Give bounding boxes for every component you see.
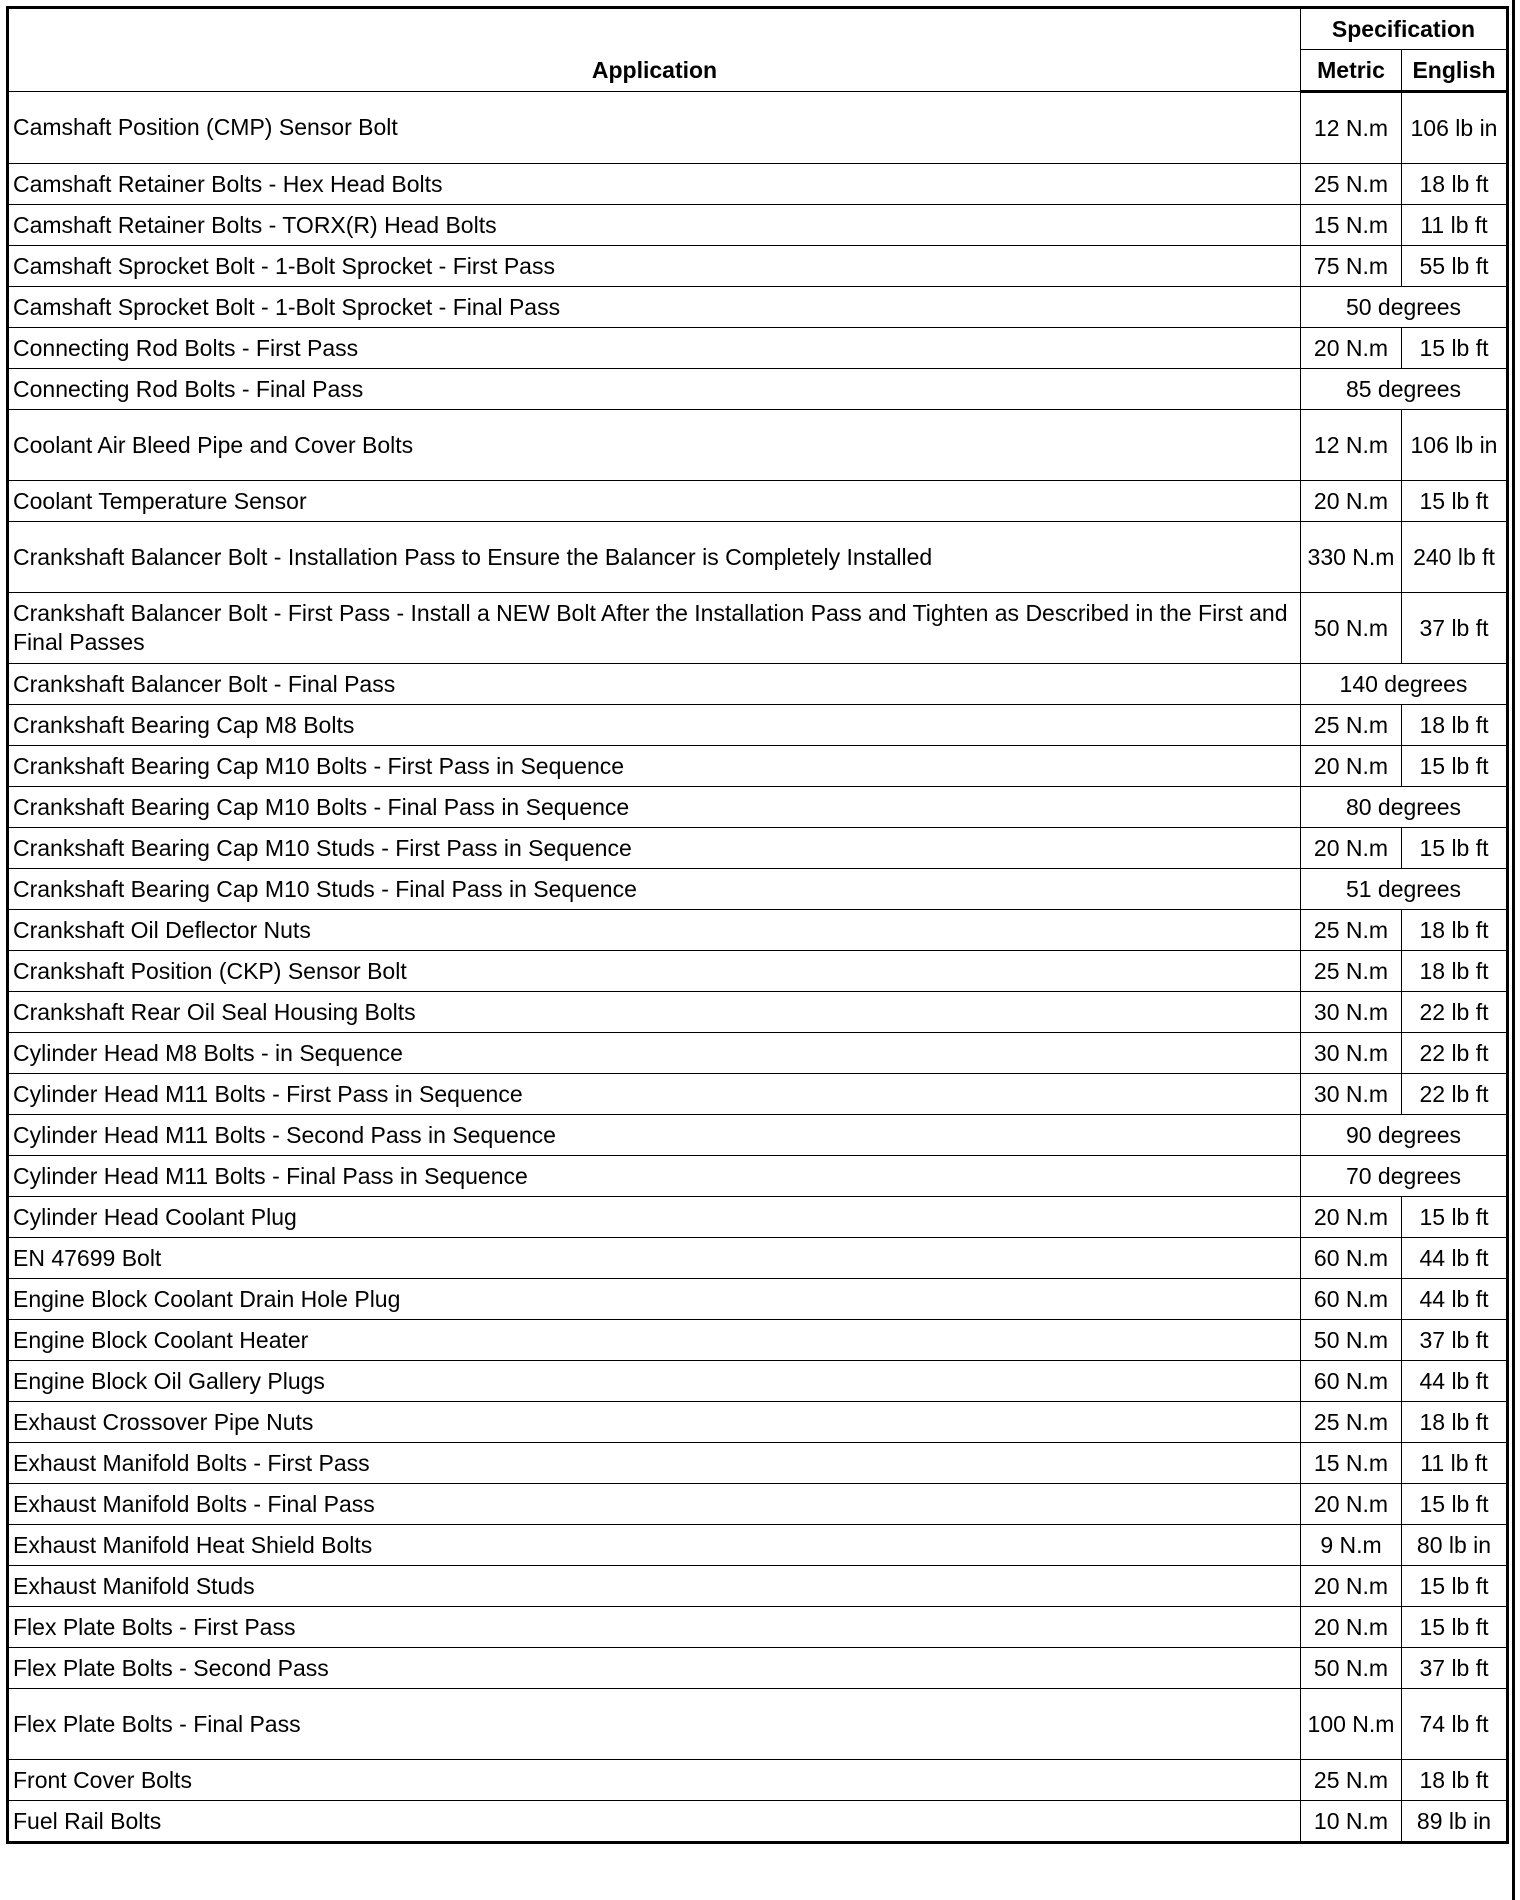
english-cell: 18 lb ft	[1402, 164, 1508, 205]
header-application: Application	[8, 8, 1301, 92]
table-row	[8, 1074, 1508, 1115]
metric-cell: 25 N.m	[1301, 951, 1402, 992]
metric-cell: 30 N.m	[1301, 1033, 1402, 1074]
table-row	[8, 246, 1508, 287]
english-cell: 15 lb ft	[1402, 1197, 1508, 1238]
table-row	[8, 369, 1508, 410]
application-cell: Camshaft Position (CMP) Sensor Bolt	[8, 92, 1301, 164]
header-specification: Specification	[1301, 8, 1508, 50]
table-row	[8, 1320, 1508, 1361]
metric-cell: 20 N.m	[1301, 1484, 1402, 1525]
table-row	[8, 664, 1508, 705]
table-row	[8, 1566, 1508, 1607]
application-cell: Crankshaft Rear Oil Seal Housing Bolts	[8, 992, 1301, 1033]
english-cell: 44 lb ft	[1402, 1279, 1508, 1320]
application-cell: Crankshaft Balancer Bolt - Final Pass	[8, 664, 1301, 705]
english-cell: 22 lb ft	[1402, 1074, 1508, 1115]
metric-cell: 30 N.m	[1301, 992, 1402, 1033]
english-cell: 11 lb ft	[1402, 205, 1508, 246]
english-cell: 15 lb ft	[1402, 328, 1508, 369]
application-cell: Crankshaft Bearing Cap M8 Bolts	[8, 705, 1301, 746]
application-cell: Crankshaft Bearing Cap M10 Bolts - First Pass in Sequence	[8, 746, 1301, 787]
table-row	[8, 205, 1508, 246]
table-row	[8, 328, 1508, 369]
table-row	[8, 1760, 1508, 1801]
spec-angle-cell: 70 degrees	[1301, 1156, 1508, 1197]
table-row	[8, 164, 1508, 205]
table-row	[8, 1607, 1508, 1648]
metric-cell: 75 N.m	[1301, 246, 1402, 287]
spec-angle-cell: 140 degrees	[1301, 664, 1508, 705]
spec-angle-cell: 90 degrees	[1301, 1115, 1508, 1156]
application-cell: Exhaust Manifold Studs	[8, 1566, 1301, 1607]
metric-cell: 50 N.m	[1301, 1320, 1402, 1361]
application-cell: Front Cover Bolts	[8, 1760, 1301, 1801]
metric-cell: 20 N.m	[1301, 1607, 1402, 1648]
spec-angle-cell: 85 degrees	[1301, 369, 1508, 410]
application-cell: Engine Block Coolant Drain Hole Plug	[8, 1279, 1301, 1320]
application-cell: Camshaft Retainer Bolts - TORX(R) Head Bolts	[8, 205, 1301, 246]
application-cell: Crankshaft Bearing Cap M10 Studs - First Pass in Sequence	[8, 828, 1301, 869]
metric-cell: 60 N.m	[1301, 1279, 1402, 1320]
english-cell: 22 lb ft	[1402, 992, 1508, 1033]
application-cell: Camshaft Retainer Bolts - Hex Head Bolts	[8, 164, 1301, 205]
application-cell: Cylinder Head Coolant Plug	[8, 1197, 1301, 1238]
table-row	[8, 593, 1508, 664]
metric-cell: 15 N.m	[1301, 1443, 1402, 1484]
application-cell: Camshaft Sprocket Bolt - 1-Bolt Sprocket - Final Pass	[8, 287, 1301, 328]
english-cell: 106 lb in	[1402, 92, 1508, 164]
application-cell: Crankshaft Oil Deflector Nuts	[8, 910, 1301, 951]
metric-cell: 20 N.m	[1301, 1566, 1402, 1607]
table-row	[8, 828, 1508, 869]
english-cell: 15 lb ft	[1402, 1566, 1508, 1607]
table-row	[8, 787, 1508, 828]
metric-cell: 20 N.m	[1301, 328, 1402, 369]
english-cell: 18 lb ft	[1402, 1402, 1508, 1443]
metric-cell: 9 N.m	[1301, 1525, 1402, 1566]
metric-cell: 20 N.m	[1301, 828, 1402, 869]
application-cell: Engine Block Oil Gallery Plugs	[8, 1361, 1301, 1402]
metric-cell: 330 N.m	[1301, 522, 1402, 593]
application-cell: Connecting Rod Bolts - First Pass	[8, 328, 1301, 369]
english-cell: 15 lb ft	[1402, 746, 1508, 787]
table-row	[8, 1197, 1508, 1238]
table-row	[8, 522, 1508, 593]
application-cell: EN 47699 Bolt	[8, 1238, 1301, 1279]
english-cell: 18 lb ft	[1402, 951, 1508, 992]
metric-cell: 25 N.m	[1301, 1760, 1402, 1801]
application-cell: Flex Plate Bolts - Second Pass	[8, 1648, 1301, 1689]
english-cell: 18 lb ft	[1402, 1760, 1508, 1801]
table-row	[8, 1402, 1508, 1443]
english-cell: 74 lb ft	[1402, 1689, 1508, 1760]
spec-angle-cell: 51 degrees	[1301, 869, 1508, 910]
application-cell: Cylinder Head M11 Bolts - Final Pass in Sequence	[8, 1156, 1301, 1197]
english-cell: 11 lb ft	[1402, 1443, 1508, 1484]
spec-angle-cell: 80 degrees	[1301, 787, 1508, 828]
metric-cell: 10 N.m	[1301, 1801, 1402, 1843]
table-row	[8, 287, 1508, 328]
application-cell: Exhaust Manifold Bolts - First Pass	[8, 1443, 1301, 1484]
header-metric: Metric	[1301, 50, 1402, 92]
english-cell: 55 lb ft	[1402, 246, 1508, 287]
english-cell: 18 lb ft	[1402, 910, 1508, 951]
english-cell: 15 lb ft	[1402, 828, 1508, 869]
application-cell: Cylinder Head M11 Bolts - Second Pass in Sequence	[8, 1115, 1301, 1156]
application-cell: Crankshaft Bearing Cap M10 Bolts - Final Pass in Sequence	[8, 787, 1301, 828]
application-cell: Engine Block Coolant Heater	[8, 1320, 1301, 1361]
application-cell: Cylinder Head M11 Bolts - First Pass in Sequence	[8, 1074, 1301, 1115]
english-cell: 37 lb ft	[1402, 1648, 1508, 1689]
english-cell: 15 lb ft	[1402, 1484, 1508, 1525]
table-row	[8, 705, 1508, 746]
application-cell: Flex Plate Bolts - First Pass	[8, 1607, 1301, 1648]
metric-cell: 25 N.m	[1301, 1402, 1402, 1443]
english-cell: 89 lb in	[1402, 1801, 1508, 1843]
table-row	[8, 951, 1508, 992]
table-row	[8, 1689, 1508, 1760]
table-row	[8, 746, 1508, 787]
table-row	[8, 1279, 1508, 1320]
application-cell: Flex Plate Bolts - Final Pass	[8, 1689, 1301, 1760]
table-row	[8, 481, 1508, 522]
metric-cell: 50 N.m	[1301, 1648, 1402, 1689]
application-cell: Connecting Rod Bolts - Final Pass	[8, 369, 1301, 410]
english-cell: 44 lb ft	[1402, 1361, 1508, 1402]
english-cell: 44 lb ft	[1402, 1238, 1508, 1279]
table-row	[8, 992, 1508, 1033]
english-cell: 15 lb ft	[1402, 1607, 1508, 1648]
torque-spec-table	[6, 6, 1509, 1844]
table-row	[8, 92, 1508, 164]
table-row	[8, 1525, 1508, 1566]
metric-cell: 20 N.m	[1301, 746, 1402, 787]
metric-cell: 20 N.m	[1301, 1197, 1402, 1238]
table-row	[8, 1648, 1508, 1689]
application-cell: Cylinder Head M8 Bolts - in Sequence	[8, 1033, 1301, 1074]
metric-cell: 60 N.m	[1301, 1238, 1402, 1279]
table-row	[8, 910, 1508, 951]
application-cell: Fuel Rail Bolts	[8, 1801, 1301, 1843]
metric-cell: 25 N.m	[1301, 164, 1402, 205]
english-cell: 106 lb in	[1402, 410, 1508, 481]
application-cell: Exhaust Crossover Pipe Nuts	[8, 1402, 1301, 1443]
english-cell: 240 lb ft	[1402, 522, 1508, 593]
metric-cell: 15 N.m	[1301, 205, 1402, 246]
table-row	[8, 1361, 1508, 1402]
metric-cell: 25 N.m	[1301, 910, 1402, 951]
english-cell: 37 lb ft	[1402, 593, 1508, 664]
metric-cell: 12 N.m	[1301, 410, 1402, 481]
english-cell: 15 lb ft	[1402, 481, 1508, 522]
application-cell: Coolant Air Bleed Pipe and Cover Bolts	[8, 410, 1301, 481]
table-row	[8, 1033, 1508, 1074]
table-row	[8, 1443, 1508, 1484]
metric-cell: 12 N.m	[1301, 92, 1402, 164]
application-cell: Camshaft Sprocket Bolt - 1-Bolt Sprocket - First Pass	[8, 246, 1301, 287]
application-cell: Crankshaft Bearing Cap M10 Studs - Final Pass in Sequence	[8, 869, 1301, 910]
metric-cell: 50 N.m	[1301, 593, 1402, 664]
metric-cell: 60 N.m	[1301, 1361, 1402, 1402]
metric-cell: 30 N.m	[1301, 1074, 1402, 1115]
application-cell: Crankshaft Balancer Bolt - Installation Pass to Ensure the Balancer is Completely Installed	[8, 522, 1301, 593]
application-cell: Coolant Temperature Sensor	[8, 481, 1301, 522]
spec-angle-cell: 50 degrees	[1301, 287, 1508, 328]
header-english: English	[1402, 50, 1508, 92]
table-row	[8, 1115, 1508, 1156]
metric-cell: 25 N.m	[1301, 705, 1402, 746]
english-cell: 37 lb ft	[1402, 1320, 1508, 1361]
english-cell: 80 lb in	[1402, 1525, 1508, 1566]
table-row	[8, 1801, 1508, 1843]
english-cell: 22 lb ft	[1402, 1033, 1508, 1074]
table-row	[8, 869, 1508, 910]
application-cell: Crankshaft Balancer Bolt - First Pass - Install a NEW Bolt After the Installation Pass and Tighten as Described in the First and Final Passes	[8, 593, 1301, 664]
table-row	[8, 1484, 1508, 1525]
application-cell: Exhaust Manifold Heat Shield Bolts	[8, 1525, 1301, 1566]
table-row	[8, 1156, 1508, 1197]
metric-cell: 20 N.m	[1301, 481, 1402, 522]
metric-cell: 100 N.m	[1301, 1689, 1402, 1760]
application-cell: Crankshaft Position (CKP) Sensor Bolt	[8, 951, 1301, 992]
table-row	[8, 1238, 1508, 1279]
application-cell: Exhaust Manifold Bolts - Final Pass	[8, 1484, 1301, 1525]
table-row	[8, 410, 1508, 481]
english-cell: 18 lb ft	[1402, 705, 1508, 746]
